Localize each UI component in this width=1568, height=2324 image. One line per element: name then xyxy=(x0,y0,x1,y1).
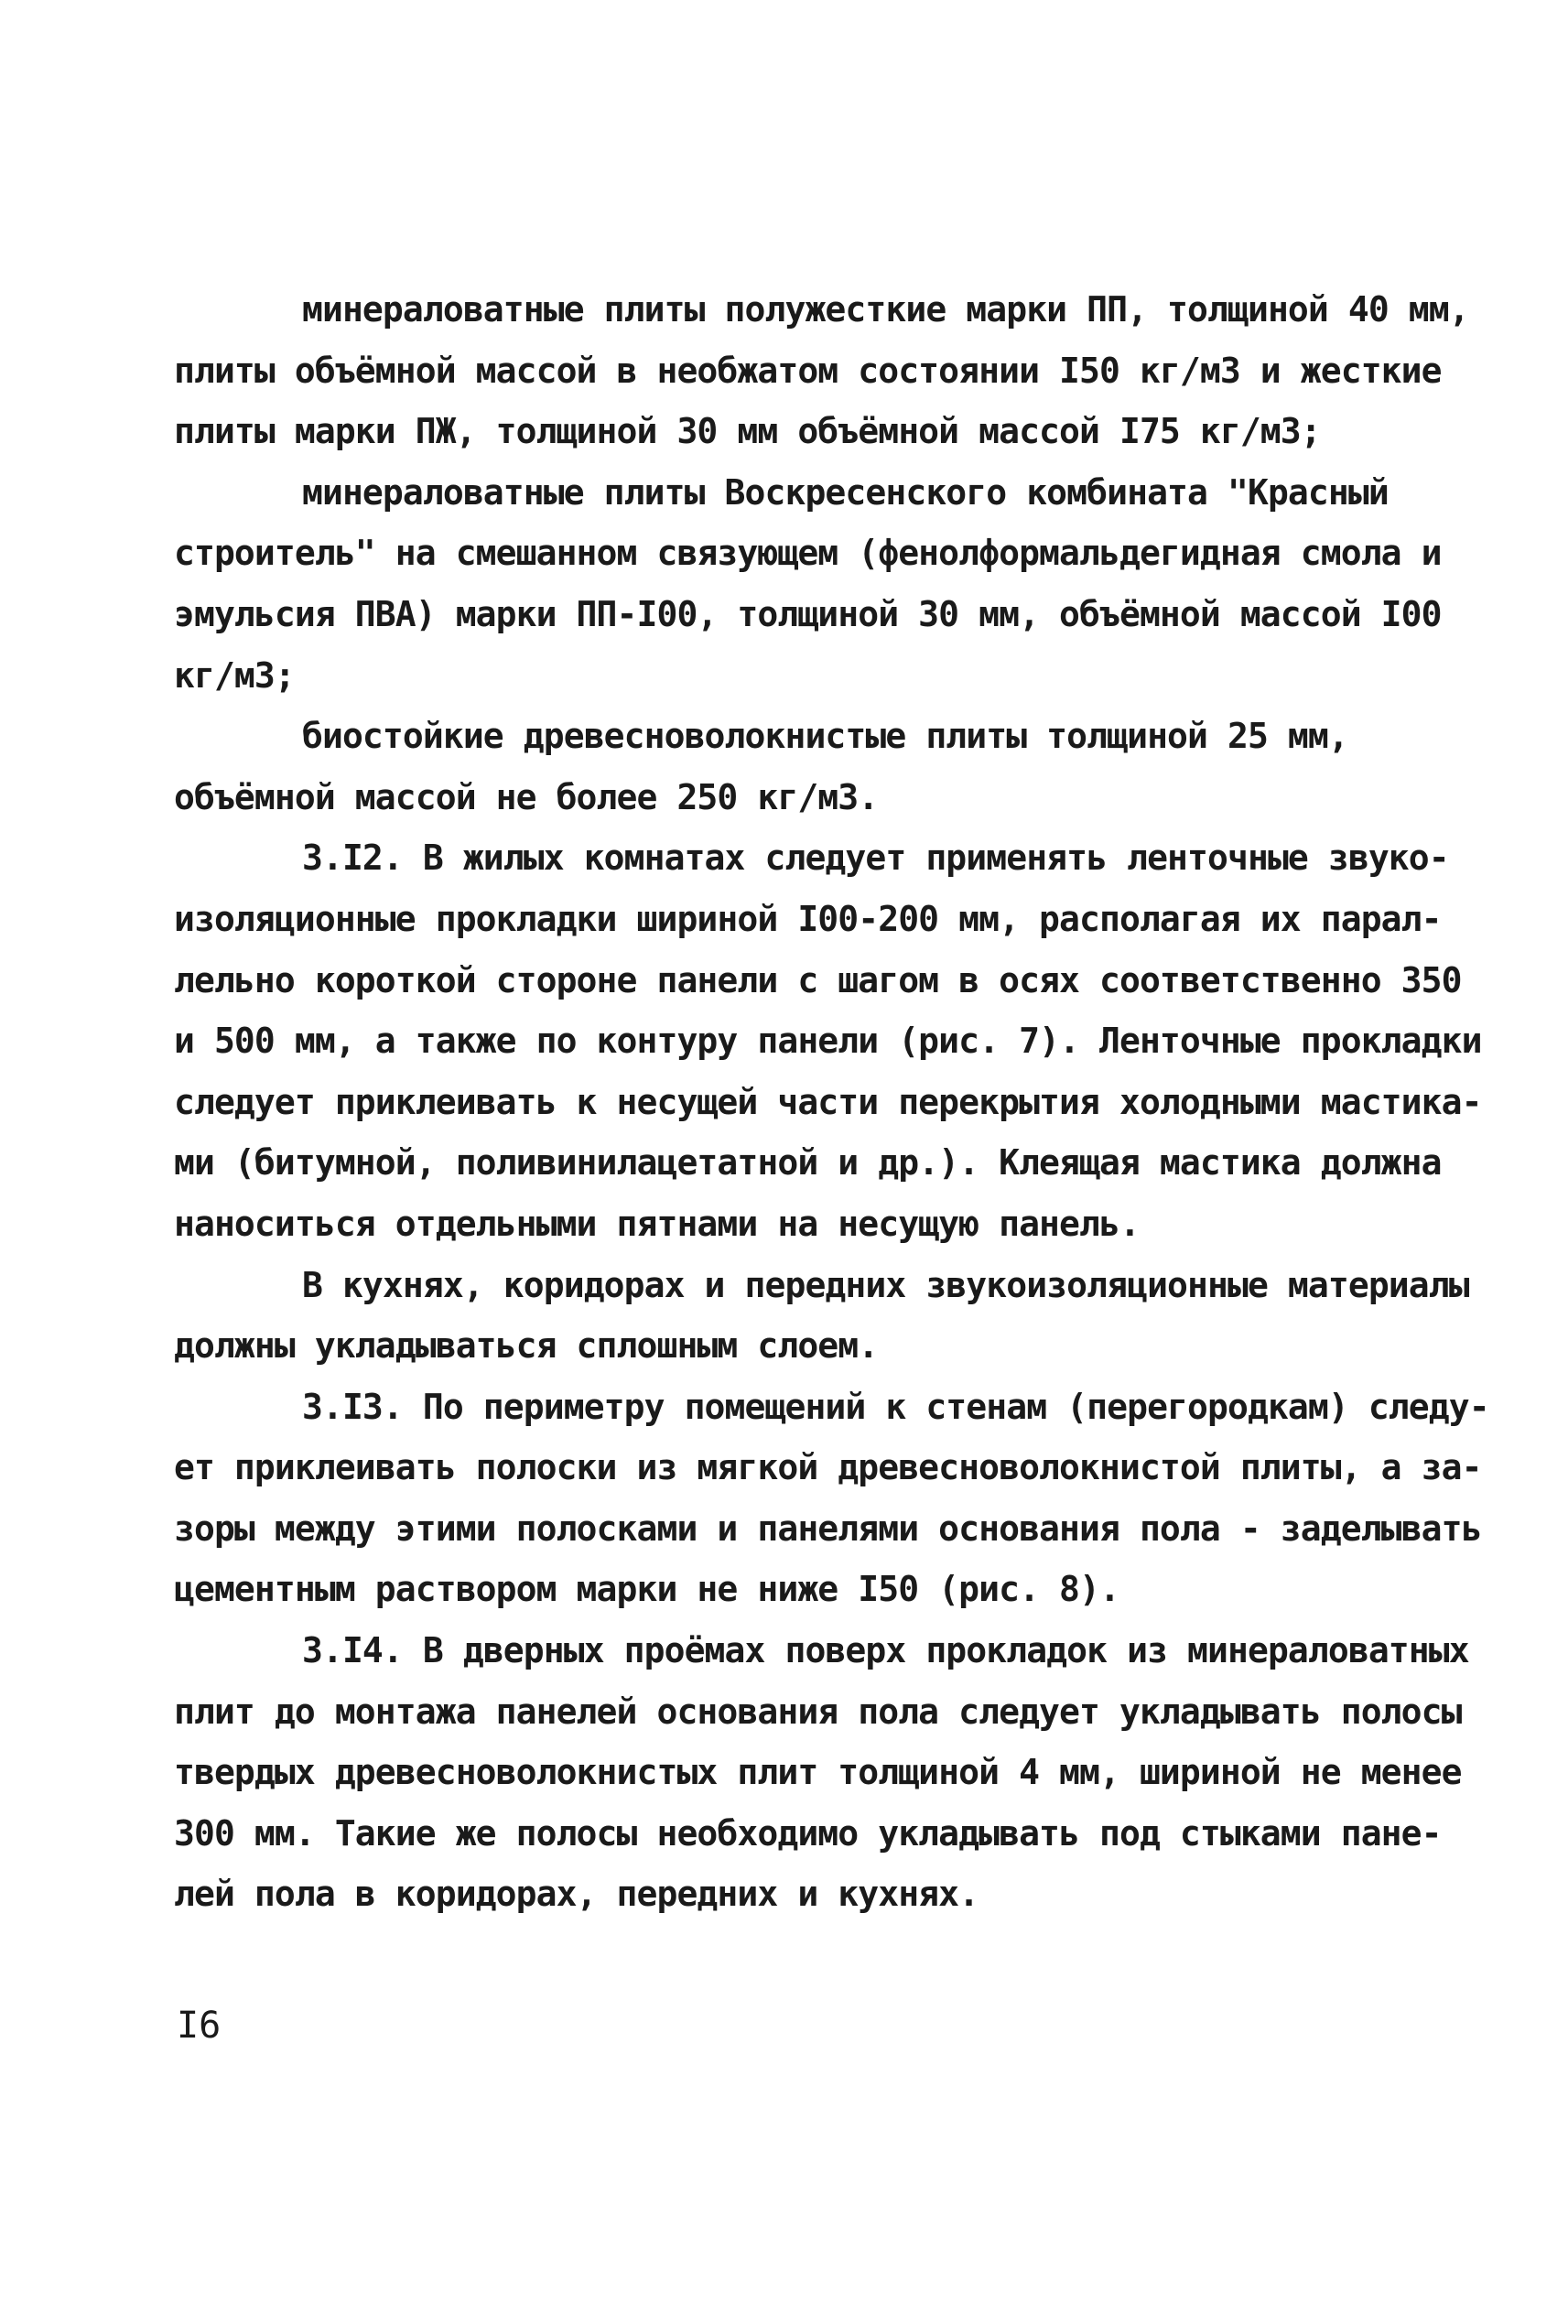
text-line: минераловатные плиты полужесткие марки ПП, толщиной 40 мм, xyxy=(302,289,1469,330)
text-line: наноситься отдельными пятнами на несущую панель. xyxy=(174,1203,1140,1244)
text-line: зоры между этими полосками и панелями основания пола - заделывать xyxy=(174,1508,1482,1549)
text-line: минераловатные плиты Воскресенского комбината "Красный xyxy=(302,471,1389,513)
text-line: 3.I4. В дверных проёмах поверх прокладок из минераловатных xyxy=(302,1630,1469,1671)
text-line: 3.I3. По периметру помещений к стенам (перегородкам) следу- xyxy=(302,1386,1489,1427)
text-line: изоляционные прокладки шириной I00-200 мм, располагая их парал- xyxy=(174,898,1442,939)
text-line: плиты марки ПЖ, толщиной 30 мм объёмной массой I75 кг/м3; xyxy=(174,411,1321,452)
text-line: следует приклеивать к несущей части перекрытия холодными мастика- xyxy=(174,1081,1482,1122)
text-line: твердых древесноволокнистых плит толщиной 4 мм, шириной не менее xyxy=(174,1752,1462,1793)
text-line: В кухнях, коридорах и передних звукоизоляционные материалы xyxy=(302,1264,1469,1305)
text-line: объёмной массой не более 250 кг/м3. xyxy=(174,776,879,817)
text-line: 300 мм. Такие же полосы необходимо укладывать под стыками пане- xyxy=(174,1812,1442,1854)
text-line: должны укладываться сплошным слоем. xyxy=(174,1325,879,1367)
text-line: 3.I2. В жилых комнатах следует применять ленточные звуко- xyxy=(302,838,1449,879)
page-number: I6 xyxy=(177,2005,222,2047)
text-line: лей пола в коридорах, передних и кухнях. xyxy=(174,1874,979,1915)
text-line: биостойкие древесноволокнистые плиты толщиной 25 мм, xyxy=(302,716,1348,757)
text-line: лельно короткой стороне панели с шагом в осях соответственно 350 xyxy=(174,959,1462,1000)
text-line: ми (битумной, поливинилацетатной и др.). Клеящая мастика должна xyxy=(174,1142,1442,1184)
body-text xyxy=(174,279,1489,1925)
text-line: плит до монтажа панелей основания пола следует укладывать полосы xyxy=(174,1691,1462,1732)
text-line: эмульсия ПВА) марки ПП-I00, толщиной 30 мм, объёмной массой I00 xyxy=(174,593,1442,634)
text-line: ет приклеивать полоски из мягкой древесноволокнистой плиты, а за- xyxy=(174,1447,1482,1488)
text-line: плиты объёмной массой в необжатом состоянии I50 кг/м3 и жесткие xyxy=(174,350,1442,391)
text-line: кг/м3; xyxy=(174,654,295,696)
text-line: строитель" на смешанном связующем (фенолформальдегидная смола и xyxy=(174,533,1442,574)
text-line: и 500 мм, а также по контуру панели (рис. 7). Ленточные прокладки xyxy=(174,1021,1482,1062)
text-line: цементным раствором марки не ниже I50 (рис. 8). xyxy=(174,1569,1119,1610)
